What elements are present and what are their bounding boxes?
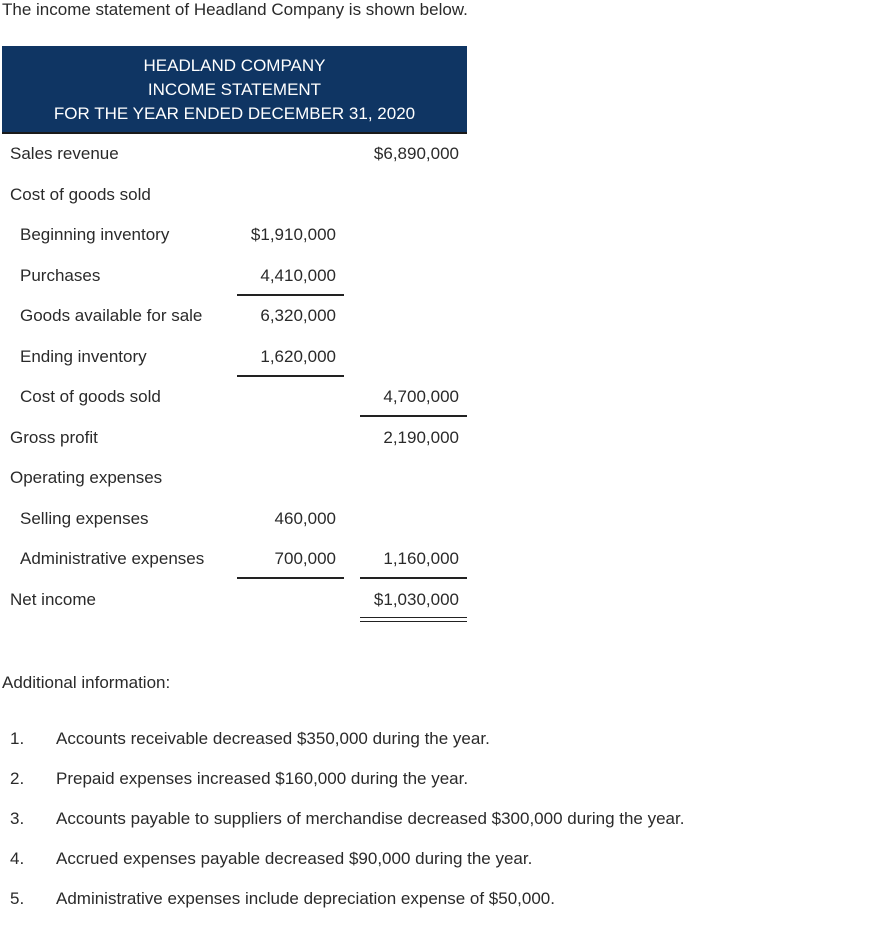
list-item-text: Administrative expenses include depreciation expense of $50,000. — [56, 889, 555, 908]
list-item — [0, 847, 882, 887]
list-item-text: Accounts payable to suppliers of merchandise decreased $300,000 during the year. — [56, 809, 685, 828]
additional-info-list — [0, 727, 882, 927]
row-col1: 1,620,000 — [260, 346, 336, 366]
row-beginning-inventory — [2, 215, 467, 256]
row-col1: 6,320,000 — [260, 306, 336, 325]
income-statement-table — [2, 46, 467, 620]
row-cogs-heading — [2, 175, 467, 216]
list-item — [0, 727, 882, 767]
list-item — [0, 807, 882, 847]
statement-period: FOR THE YEAR ENDED DECEMBER 31, 2020 — [53, 104, 416, 123]
row-label: Gross profit — [10, 427, 98, 447]
row-col2: 1,160,000 — [383, 549, 459, 568]
row-label: Operating expenses — [10, 468, 163, 487]
row-label: Selling expenses — [20, 508, 149, 528]
row-label: Administrative expenses — [20, 549, 205, 568]
intro-text: The income statement of Headland Company is shown below. — [2, 0, 468, 19]
company-name: HEADLAND COMPANY — [143, 56, 326, 75]
list-item-number: 2. — [10, 769, 25, 788]
row-col2: 4,700,000 — [383, 387, 459, 406]
statement-header — [2, 46, 467, 134]
row-selling-expenses — [2, 499, 467, 540]
row-purchases — [2, 256, 467, 297]
list-item-number: 4. — [10, 849, 25, 868]
double-underline-rule — [360, 617, 467, 622]
list-item-text: Accrued expenses payable decreased $90,000 during the year. — [56, 849, 533, 868]
row-administrative-expenses — [2, 539, 467, 580]
row-col1: 4,410,000 — [260, 265, 336, 285]
row-label: Purchases — [20, 265, 101, 285]
row-label: Ending inventory — [20, 346, 147, 366]
row-label: Sales revenue — [10, 144, 119, 163]
row-sales-revenue — [2, 134, 467, 175]
list-item-text: Accounts receivable decreased $350,000 during the year. — [56, 729, 490, 748]
row-col1: $1,910,000 — [250, 225, 336, 244]
list-item-number: 5. — [10, 889, 25, 908]
list-item-number: 1. — [10, 729, 25, 748]
row-label: Goods available for sale — [20, 306, 203, 325]
row-label: Cost of goods sold — [20, 387, 161, 406]
row-col2: $1,030,000 — [373, 589, 459, 609]
row-gross-profit — [2, 418, 467, 459]
row-label: Cost of goods sold — [10, 184, 151, 204]
additional-info-heading: Additional information: — [2, 673, 171, 692]
list-item — [0, 887, 882, 927]
statement-title: INCOME STATEMENT — [147, 80, 322, 99]
row-col2: $6,890,000 — [373, 144, 459, 163]
row-cogs-total — [2, 377, 467, 418]
row-label: Net income — [10, 589, 96, 609]
list-item-text: Prepaid expenses increased $160,000 during the year. — [56, 769, 469, 788]
row-ending-inventory — [2, 337, 467, 378]
row-label: Beginning inventory — [20, 225, 170, 244]
row-goods-available — [2, 296, 467, 337]
row-col1: 460,000 — [274, 508, 336, 528]
row-net-income — [2, 580, 467, 621]
list-item-number: 3. — [10, 809, 25, 828]
row-operating-expenses — [2, 458, 467, 499]
list-item — [0, 767, 882, 807]
row-col1: 700,000 — [274, 549, 336, 568]
row-col2: 2,190,000 — [383, 427, 459, 447]
